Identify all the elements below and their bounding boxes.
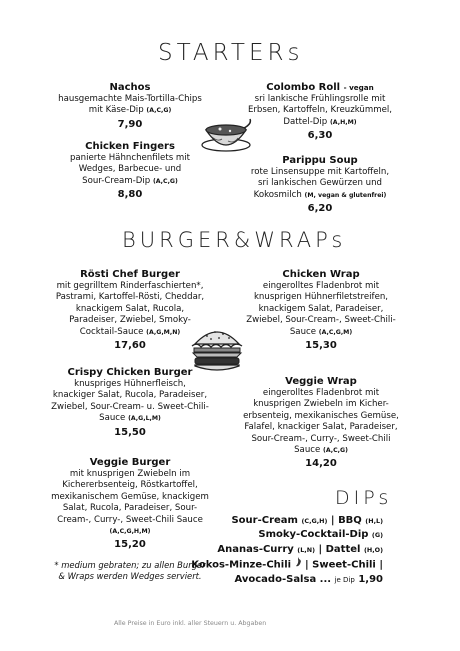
dip-sweet-chili: Sweet-Chili (312, 559, 376, 571)
item-desc: knusprigen Hühnerfiletstreifen, (253, 292, 389, 303)
item-desc: eingerolltes Fladenbrot mit (262, 281, 380, 291)
item-desc: Zwiebel, Sour-Cream-, Sweet-Chili- (246, 315, 396, 326)
dip-separator: | (330, 515, 335, 526)
item-name: Veggie Burger (89, 457, 171, 468)
item-desc: Pastrami, Kartoffel-Rösti, Cheddar, (55, 292, 205, 303)
item-desc: sri lankische Frühlingsrolle mit (254, 94, 386, 104)
item-price: 15,50 (114, 426, 146, 438)
item-desc: Paradeiser, Zwiebel, Smoky- (69, 315, 191, 326)
item-price: 15,20 (114, 539, 146, 551)
dip-allergens: (H,L) (365, 517, 383, 525)
dip-bbq: BBQ (338, 515, 362, 526)
item-desc: knuspriges Hühnerfleisch, (74, 379, 186, 389)
item-desc: Sauce (A,C,G) (294, 445, 348, 456)
footnote-line: & Wraps werden Wedges serviert. (58, 571, 202, 582)
dip-sour-cream: Sour-Cream (231, 515, 298, 526)
item-price: 8,80 (117, 189, 143, 201)
dip-avocado-salsa: Avocado-Salsa ... (234, 573, 332, 585)
item-price: 6,20 (307, 203, 333, 215)
item-desc: Erbsen, Kartoffeln, Kreuzkümmel, (247, 105, 393, 116)
item-price: 14,20 (305, 458, 337, 470)
dip-line (190, 543, 383, 557)
item-desc: Salat, Rucola, Paradeiser, Sour- (62, 503, 198, 514)
soup-bowl-illustration (200, 110, 252, 160)
item-desc: panierte Hähnchenfilets mit (69, 153, 191, 163)
item-desc: Wedges, Barbecue- und (78, 164, 182, 175)
item-desc: hausgemachte Mais-Tortilla-Chips (58, 94, 202, 104)
item-desc: knackigem Salat, Paradeiser, (258, 303, 384, 314)
item-desc: Sour-Cream-Dip (A,C,G) (82, 175, 178, 186)
item-desc: Falafel, knackiger Salat, Paradeiser, (244, 422, 398, 433)
item-name: Colombo Roll - vegan (266, 82, 374, 93)
item-desc: Cocktail-Sauce (A,G,M,N) (79, 326, 181, 337)
footnote-line: * medium gebraten; zu allen Burger (54, 560, 206, 570)
item-desc: knackigem Salat, Rucola, (75, 303, 185, 314)
dips-list (190, 514, 383, 587)
dip-kokos-minze-chili: Kokos-Minze-Chili (191, 559, 292, 571)
menu-item-crispy-chicken-burger (40, 366, 220, 440)
item-price: 15,30 (305, 340, 337, 352)
item-desc: knackiger Salat, Rucola, Paradeiser, (52, 390, 208, 401)
menu-item-parippu-soup (235, 154, 405, 216)
item-desc: Sour-Cream-, Curry-, Sweet-Chili (251, 433, 391, 444)
item-desc: Sauce (A,C,G,M) (289, 326, 353, 337)
dip-line (190, 573, 383, 587)
dip-allergens: (H,O) (363, 545, 383, 554)
item-name: Chicken Wrap (282, 269, 360, 280)
item-desc: erbsenteig, mexikanisches Gemüse, (243, 410, 399, 421)
chili-icon (295, 557, 302, 572)
item-desc: mit Käse-Dip (A,C,G) (88, 105, 172, 116)
dips-title: DIPs (335, 487, 393, 509)
dip-line (190, 514, 383, 528)
dip-ananas-curry: Ananas-Curry (217, 543, 294, 555)
menu-item-chicken-wrap (232, 268, 410, 353)
price-footer: Alle Preise in Euro inkl. aller Steuern u. Abgaben (114, 620, 267, 627)
item-name: Parippu Soup (282, 155, 358, 166)
item-desc: mit knusprigen Zwiebeln im (69, 469, 191, 479)
item-name: Nachos (109, 82, 151, 93)
item-desc: Zwiebel, Sour-Cream- u. Sweet-Chili- (51, 401, 209, 412)
item-price: 6,30 (307, 130, 333, 142)
item-price: 7,90 (117, 118, 143, 130)
dip-dattel: Dattel (325, 543, 361, 555)
item-desc: Sauce (A,G,L,M) (99, 413, 161, 424)
menu-item-nachos (40, 81, 220, 132)
item-desc: Kichererbsenteig, Röstkartoffel, (62, 480, 198, 491)
item-price: 17,60 (114, 340, 146, 352)
starters-title: STARTERs (158, 40, 304, 66)
dip-line (190, 557, 383, 573)
item-desc: mit gegrilltem Rinderfaschierten*, (56, 281, 204, 291)
item-name: Rösti Chef Burger (80, 269, 180, 280)
item-desc: sri lankischen Gewürzen und (258, 178, 382, 189)
item-desc: knusprigen Zwiebeln im Kicher- (253, 399, 389, 410)
item-name: Chicken Fingers (85, 141, 175, 152)
dip-price: 1,90 (358, 573, 383, 585)
dip-allergens: (L,N) (297, 545, 315, 554)
item-desc: Kokosmilch (M, vegan & glutenfrei) (253, 189, 387, 200)
dip-smoky-cocktail: Smoky-Cocktail-Dip (258, 529, 369, 541)
item-name: Crispy Chicken Burger (67, 367, 193, 378)
burger-illustration (189, 324, 245, 376)
item-name: Veggie Wrap (285, 376, 357, 387)
menu-item-veggie-wrap (232, 375, 410, 471)
item-desc: Cream-, Curry-, Sweet-Chili Sauce (A,C,G,H,M) (57, 514, 203, 536)
dip-allergens: (C,G,H) (301, 517, 328, 525)
menu-item-colombo-roll (235, 81, 405, 143)
dip-line (190, 528, 383, 542)
dip-separator: | (379, 559, 383, 571)
dip-separator: | (305, 559, 309, 571)
item-desc: rote Linsensuppe mit Kartoffeln, (250, 167, 390, 177)
dip-separator: | (318, 543, 323, 555)
burgers-title: BURGER&WRAPs (122, 228, 347, 252)
dip-price-label: je Dip (334, 575, 355, 584)
item-desc: Dattel-Dip (A,H,M) (283, 116, 357, 127)
dip-allergens: (G) (371, 531, 383, 540)
item-desc: mexikanischem Gemüse, knackigem (51, 491, 209, 502)
menu-item-chicken-fingers (40, 140, 220, 202)
item-desc: eingerolltes Fladenbrot mit (262, 388, 380, 398)
